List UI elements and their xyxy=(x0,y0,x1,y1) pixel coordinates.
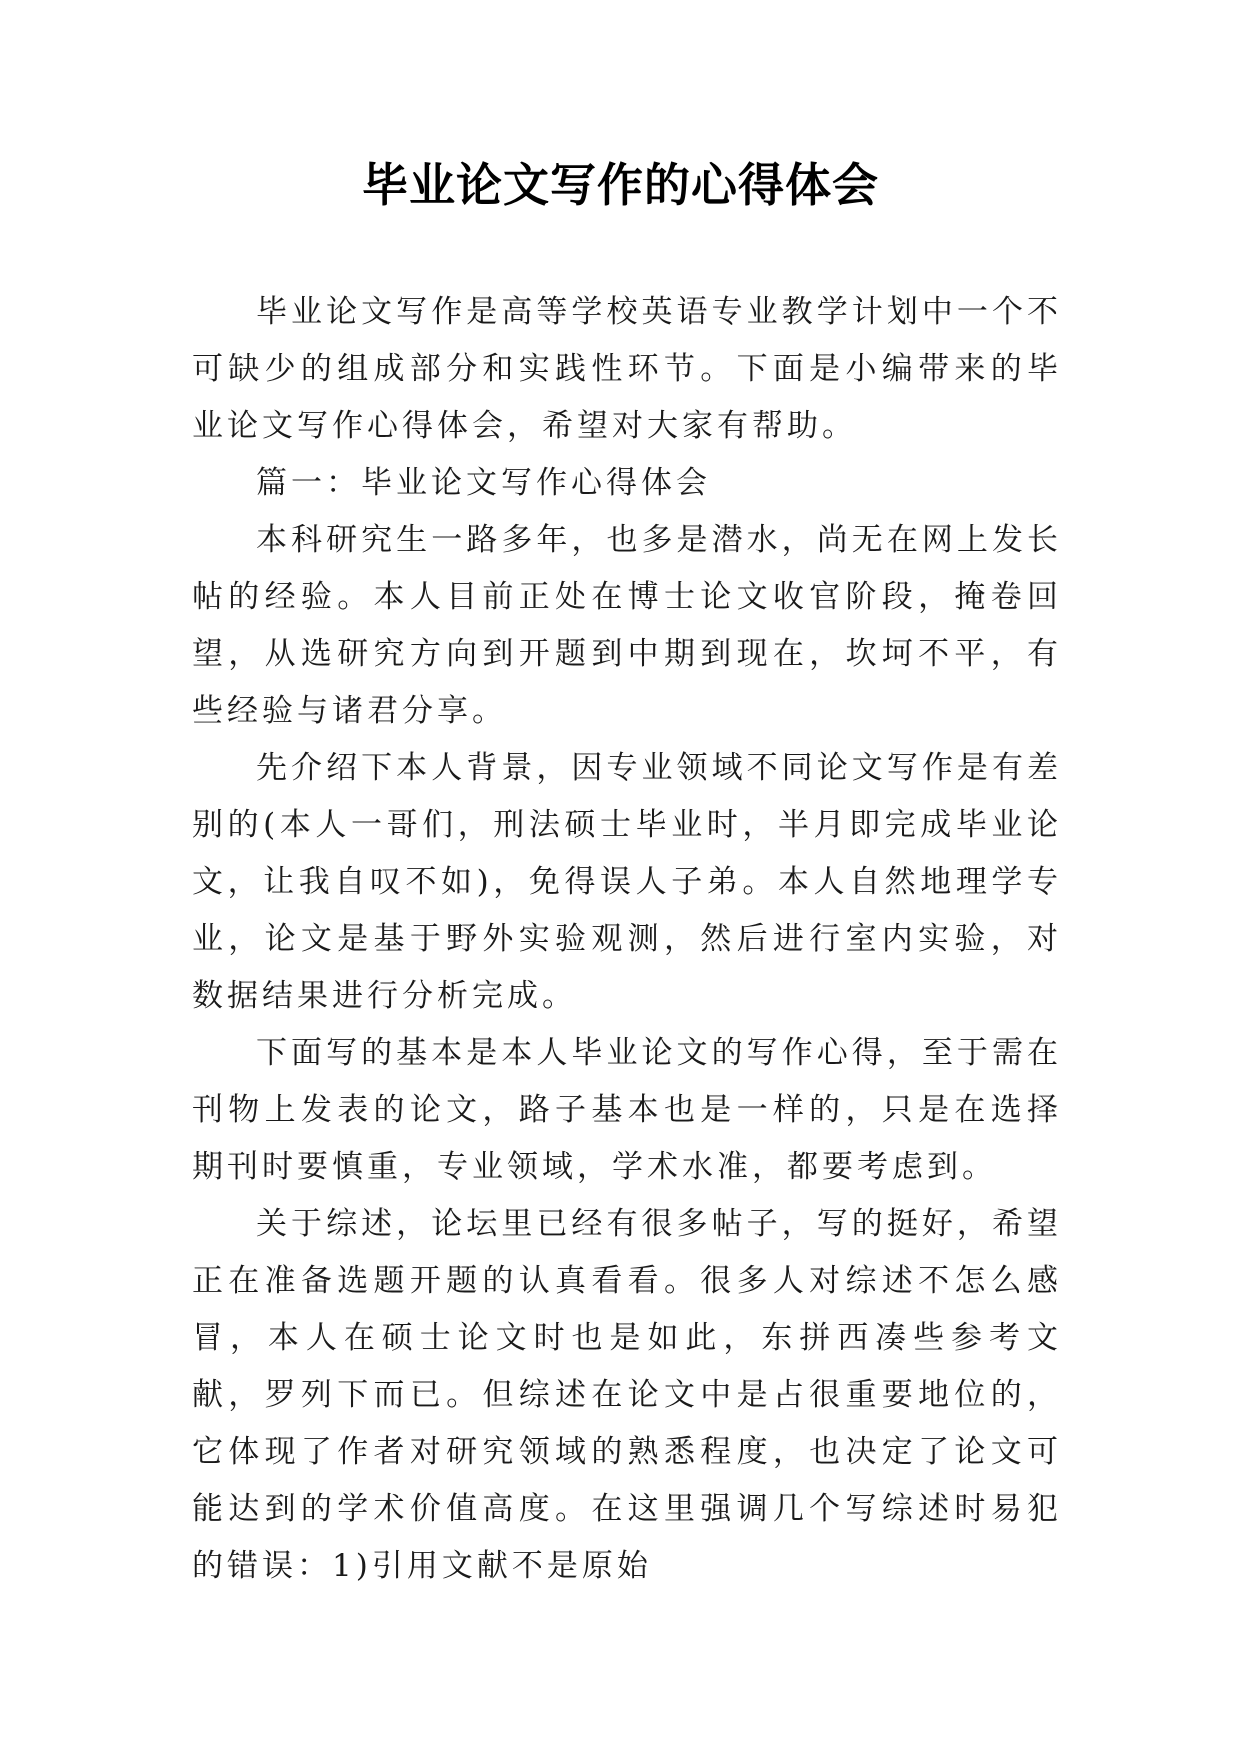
paragraph-experience: 本科研究生一路多年，也多是潜水，尚无在网上发长帖的经验。本人目前正处在博士论文收官阶段，掩卷回望，从选研究方向到开题到中期到现在，坎坷不平，有些经验与诸君分享。 xyxy=(192,522,1062,729)
paragraph-background: 先介绍下本人背景，因专业领域不同论文写作是有差别的(本人一哥们，刑法硕士毕业时，半月即完成毕业论文，让我自叹不如)，免得误人子弟。本人自然地理学专业，论文是基于野外实验观测，然后进行室内实验，对数据结果进行分析完成。 xyxy=(192,750,1062,1014)
paragraph-section-heading: 篇一：毕业论文写作心得体会 xyxy=(256,465,711,501)
paragraph-review: 关于综述，论坛里已经有很多帖子，写的挺好，希望正在准备选题开题的认真看看。很多人对综述不怎么感冒，本人在硕士论文时也是如此，东拼西凑些参考文献，罗列下而已。但综述在论文中是占很重要地位的，它体现了作者对研究领域的熟悉程度，也决定了论文可能达到的学术价值高度。在这里强调几个写综述时易犯的错误：1)引用文献不是原始 xyxy=(192,1206,1062,1584)
document-body xyxy=(192,284,1062,1595)
paragraph-writing-notes: 下面写的基本是本人毕业论文的写作心得，至于需在刊物上发表的论文，路子基本也是一样的，只是在选择期刊时要慎重，专业领域，学术水准，都要考虑到。 xyxy=(192,1035,1062,1185)
document-title: 毕业论文写作的心得体会 xyxy=(362,158,879,212)
paragraph-intro: 毕业论文写作是高等学校英语专业教学计划中一个不可缺少的组成部分和实践性环节。下面是小编带来的毕业论文写作心得体会，希望对大家有帮助。 xyxy=(192,294,1062,444)
